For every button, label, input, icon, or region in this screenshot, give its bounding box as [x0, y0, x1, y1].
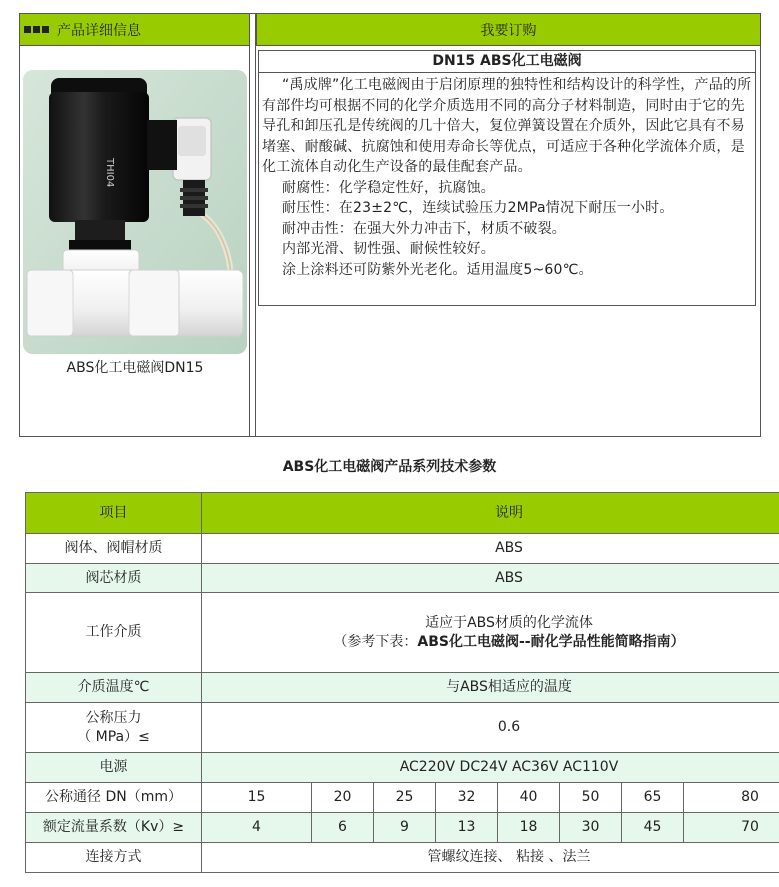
medium-line2 [202, 633, 779, 652]
table-row [26, 813, 779, 843]
dn-value: 20 [312, 783, 374, 813]
table-row [26, 783, 779, 813]
table-header-row [26, 493, 779, 534]
product-image-caption: ABS化工电磁阀DN15 [66, 360, 204, 376]
dn-value: 15 [202, 783, 312, 813]
order-link-label: 我要订购 [480, 22, 537, 39]
feature-item: 内部光滑、韧性强、耐候性较好。 [282, 241, 495, 257]
product-detail-header-label: 产品详细信息 [57, 22, 141, 39]
row-value: ABS [202, 564, 779, 593]
feature-item: 耐腐性：化学稳定性好，抗腐蚀。 [282, 179, 495, 196]
header-cell-description: 说明 [202, 493, 779, 534]
row-value [202, 593, 779, 673]
coil-label: THI04 [104, 158, 115, 188]
pressure-label-line2: （ MPa）≤ [77, 728, 150, 745]
table-row [26, 534, 779, 564]
kv-value: 13 [436, 813, 498, 843]
row-label: 电源 [26, 753, 202, 783]
medium-line1: 适应于ABS材质的化学流体 [425, 614, 593, 631]
header-cell-item: 项目 [26, 493, 202, 534]
row-label: 阀体、阀帽材质 [26, 534, 202, 564]
medium-line2-suffix: ） [670, 633, 685, 650]
kv-value: 70 [684, 813, 779, 843]
table-row [26, 843, 779, 873]
product-detail-panel [19, 13, 761, 437]
dn-value: 65 [622, 783, 684, 813]
dn-value: 25 [374, 783, 436, 813]
dn-value: 50 [560, 783, 622, 813]
medium-line2-prefix: （参考下表： [333, 633, 418, 650]
table-row [26, 673, 779, 703]
spec-table [25, 492, 779, 873]
row-label [26, 703, 202, 753]
kv-value: 18 [498, 813, 560, 843]
row-label: 公称通径 DN（mm） [26, 783, 202, 813]
table-row [26, 703, 779, 753]
dn-value: 80 [684, 783, 779, 813]
feature-item: 耐冲击性：在强大外力冲击下，材质不破裂。 [282, 220, 566, 237]
dn-value: 32 [436, 783, 498, 813]
product-title: DN15 ABS化工电磁阀 [259, 51, 755, 73]
kv-value: 9 [374, 813, 436, 843]
row-value: ABS [202, 534, 779, 564]
feature-item: 耐压性：在23±2℃，连续试验压力2MPa情况下耐压一小时。 [282, 200, 674, 216]
pressure-label-line1: 公称压力 [85, 709, 142, 726]
kv-value: 6 [312, 813, 374, 843]
feature-item: 涂上涂料还可防紫外光老化。适用温度5~60℃。 [282, 261, 593, 278]
row-label: 工作介质 [26, 593, 202, 673]
bullet-squares-icon [24, 26, 51, 33]
column-divider [255, 14, 256, 436]
row-value: 管螺纹连接、 粘接 、法兰 [202, 843, 779, 873]
table-row [26, 753, 779, 783]
table-row [26, 593, 779, 673]
row-value: 0.6 [202, 703, 779, 753]
row-value: AC220V DC24V AC36V AC110V [202, 753, 779, 783]
product-description [258, 50, 756, 306]
kv-value: 45 [622, 813, 684, 843]
row-value: 与ABS相适应的温度 [202, 673, 779, 703]
spec-table-title: ABS化工电磁阀产品系列技术参数 [282, 459, 497, 475]
table-row [26, 564, 779, 593]
row-label: 介质温度℃ [26, 673, 202, 703]
product-image [23, 70, 247, 354]
product-detail-header [20, 14, 250, 46]
row-label: 阀芯材质 [26, 564, 202, 593]
kv-value: 4 [202, 813, 312, 843]
order-link[interactable] [256, 14, 760, 46]
kv-value: 30 [560, 813, 622, 843]
row-label: 额定流量系数（Kv）≥ [26, 813, 202, 843]
chemical-guide-reference: ABS化工电磁阀--耐化学品性能简略指南 [417, 633, 671, 650]
description-intro: “禹成牌”化工电磁阀由于启闭原理的独特性和结构设计的科学性，产品的所有部件均可根据不同的化学介质选用不同的高分子材料制造，同时由于它的先导孔和卸压孔是传统阀的几十倍大，复位弹簧设置在介质外，因此它具有不易堵塞、耐酸碱、抗腐蚀和使用寿命长等优点，可适应于各种化学流体介质，是化工流体自动化生产设备的最佳配套产品。 [262, 77, 752, 175]
dn-value: 40 [498, 783, 560, 813]
description-body [259, 73, 755, 280]
row-label: 连接方式 [26, 843, 202, 873]
